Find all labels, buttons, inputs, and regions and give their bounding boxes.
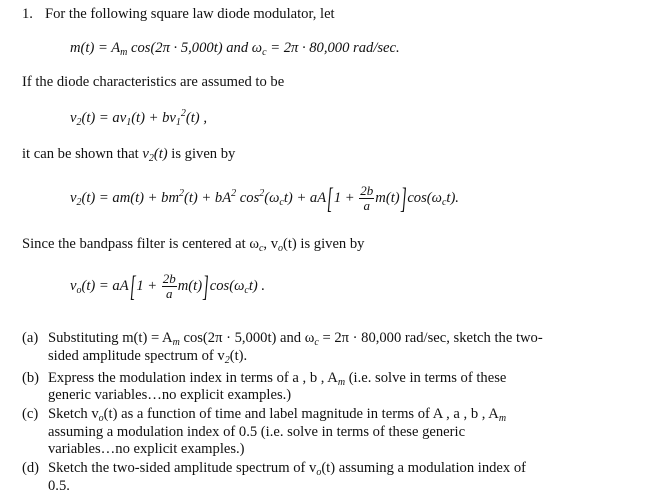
problem-number: 1.: [22, 6, 33, 22]
diode-text: If the diode characteristics are assumed to be: [22, 74, 285, 90]
part-c-line2: assuming a modulation index of 0.5 (i.e. solve in terms of these generic: [48, 424, 466, 440]
equation-vo: $v_o(t) = aA[1$ + $\frac{2b}{a}$ $m(t)]\cos(\omega_ct)$ .: [70, 269, 266, 303]
part-d-line2: 0.5.: [48, 478, 70, 494]
part-a-line2: sided amplitude spectrum of $v_2(t)$.: [48, 348, 248, 366]
bandpass-text: Since the bandpass filter is centered at $\omega_c$, $v_o(t)$ is given by: [22, 236, 365, 254]
equation-diode-characteristic: $v_2(t) = av_1(t) + bv_1^2(t)$ ,: [70, 108, 207, 128]
fraction-2b-over-a: $\frac{2b}{a}$: [360, 183, 374, 213]
part-a-label: (a): [22, 330, 39, 346]
part-c-line1: Sketch $v_o(t)$ as a function of time and label magnitude in terms of A , a , b , $A_m$: [48, 406, 507, 424]
shown-text: it can be shown that $v_2(t)$ is given by: [22, 146, 236, 164]
fraction-2b-over-a-vo: $\frac{2b}{a}$: [162, 271, 176, 301]
equation-v2-expanded: $v_2(t) = am(t) + bm^2(t) + bA^2$ $\cos^2(\omega_ct) + aA[1$ + $\frac{2b}{a}$ $m(t)]\cos(\omega_ct)$.: [70, 181, 459, 215]
part-c-line3: variables…no explicit examples.): [48, 441, 245, 457]
part-a-line1: Substituting $m(t) = A_m$ cos(2π · 5,000t) and $\omega_c = 2\pi \cdot 80,000$ rad/sec, sketch the two-: [48, 330, 543, 348]
problem-intro: For the following square law diode modulator, let: [45, 6, 335, 22]
equation-message-signal: $m(t) = A_m$ cos(2π · 5,000t) and $\omega_c = 2\pi \cdot 80,000$ rad/sec.: [70, 40, 400, 58]
part-b-line2: generic variables…no explicit examples.): [48, 387, 292, 403]
part-d-label: (d): [22, 460, 40, 476]
part-c-label: (c): [22, 406, 39, 422]
part-b-label: (b): [22, 370, 40, 386]
part-b-line1: Express the modulation index in terms of a , b , $A_m$ (i.e. solve in terms of these: [48, 370, 507, 388]
part-d-line1: Sketch the two-sided amplitude spectrum of $v_o(t)$ assuming a modulation index of: [48, 460, 526, 478]
